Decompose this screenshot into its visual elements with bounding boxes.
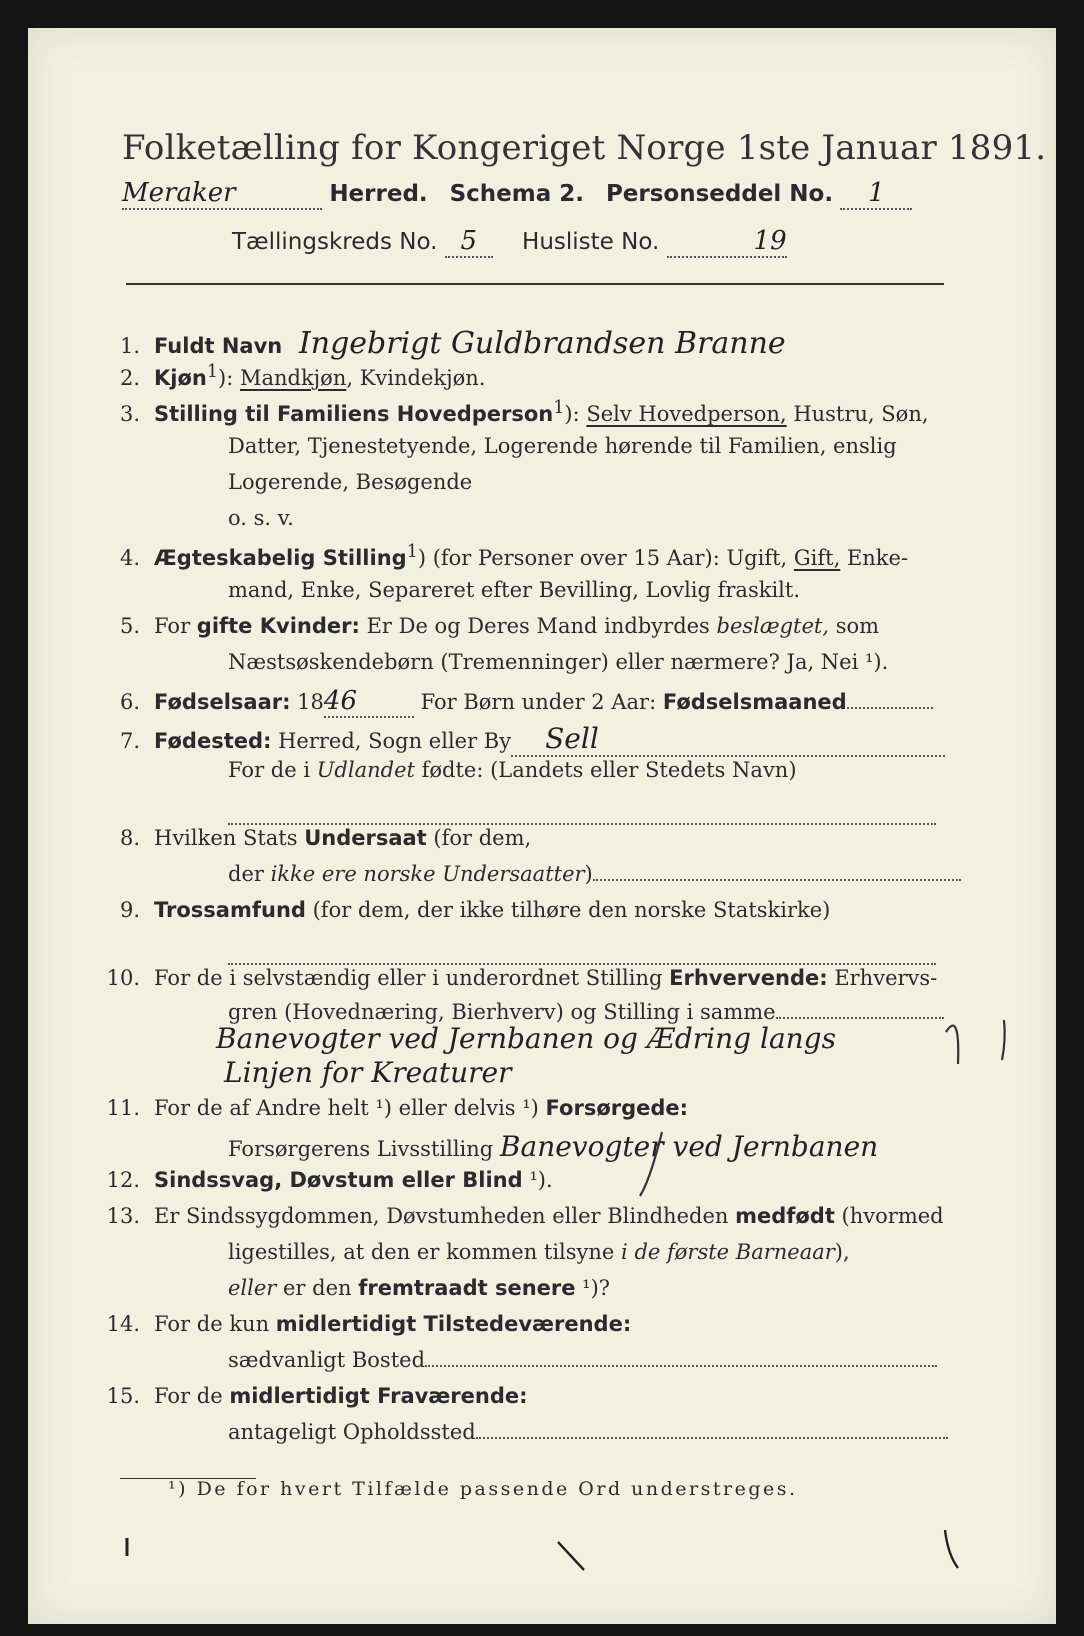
q3-line3: Logerende, Besøgende	[228, 470, 473, 494]
q13-line3-italic: eller	[228, 1276, 277, 1300]
kreds-label: Tællingskreds No.	[232, 229, 438, 255]
q15-line2-text: antageligt Opholdssted	[228, 1420, 476, 1444]
q11-line2-text: Forsørgerens Livsstilling	[228, 1137, 494, 1161]
q3-text-b: Hustru, Søn,	[786, 402, 929, 426]
q4-line2: mand, Enke, Separeret efter Bevilling, Lovlig fraskilt.	[228, 578, 801, 602]
q3-line4: o. s. v.	[228, 506, 294, 530]
q3-text: ):	[564, 402, 587, 426]
q2-label: Kjøn	[154, 366, 207, 390]
q13-number: 13.	[106, 1204, 140, 1228]
q3-line2: Datter, Tjenestetyende, Logerende hørende til Familien, enslig	[228, 434, 897, 458]
q8-label: Undersaat	[304, 826, 427, 850]
q14-text: For de kun	[154, 1312, 276, 1336]
q5-number: 5.	[119, 614, 140, 638]
q8-number: 8.	[119, 826, 140, 850]
q6-handwritten-year: 46	[324, 686, 414, 718]
personseddel-handwritten: 1	[840, 178, 912, 210]
personseddel-label: Personseddel No.	[605, 181, 834, 207]
herred-handwritten: Meraker	[122, 178, 322, 210]
q8-line2-italic: ikke ere norske Undersaatter	[270, 862, 585, 886]
q9-text: (for dem, der ikke tilhøre den norske Statskirke)	[305, 898, 831, 922]
q6-label: Fødselsaar:	[154, 690, 291, 714]
q10-text: For de i selvstændig eller i underordnet Stilling	[154, 966, 670, 990]
q14-line2-text: sædvanligt Bosted	[228, 1348, 426, 1372]
q12-number: 12.	[106, 1168, 140, 1192]
q15-label: midlertidigt Fraværende:	[229, 1384, 528, 1408]
herred-label: Herred.	[329, 181, 428, 207]
q7-line2-text: For de i	[228, 758, 317, 782]
q3-option-selv-hovedperson: Selv Hovedperson,	[586, 402, 787, 426]
q7-handwritten-place: Sell	[511, 722, 945, 757]
q9-number: 9.	[119, 898, 140, 922]
q5-text: For	[154, 614, 197, 638]
husliste-handwritten: 19	[667, 226, 787, 258]
q2-row: 2. Kjøn$^1$): Mandkjøn, Kvindekjøn.	[96, 362, 485, 390]
kreds-handwritten: 5	[445, 226, 493, 258]
q11-handwritten-occupation: Banevogter ved Jernbanen	[499, 1130, 879, 1163]
q4-text-b: Enke-	[840, 546, 909, 570]
q5-italic: beslægtet,	[716, 614, 830, 638]
q9-label: Trossamfund	[154, 898, 306, 922]
q10-line2-text: gren (Hovednæring, Bierhverv) og Stilling i samme	[228, 1000, 776, 1024]
q11-number: 11.	[106, 1096, 140, 1120]
q6-text-b: For Børn under 2 Aar:	[413, 690, 663, 714]
q8-line2-text-b: )	[584, 862, 593, 886]
q13-line2-text: ligestilles, at den er kommen tilsyne	[228, 1240, 622, 1264]
q12-text: ¹).	[522, 1168, 553, 1192]
q3-label: Stilling til Familiens Hovedperson	[154, 402, 554, 426]
q5-text-b: Er De og Deres Mand indbyrdes	[359, 614, 717, 638]
q10-label: Erhvervende:	[669, 966, 828, 990]
q4-row: 4. Ægteskabelig Stilling$^1$) (for Personer over 15 Aar): Ugift, Gift, Enke-	[96, 542, 908, 570]
q8-line2-text: der	[228, 862, 271, 886]
q8-text: Hvilken Stats	[154, 826, 305, 850]
q7-line2-text-b: fødte: (Landets eller Stedets Navn)	[414, 758, 797, 782]
q4-label: Ægteskabelig Stilling	[154, 546, 407, 570]
q6-number: 6.	[119, 690, 140, 714]
q4-option-gift: Gift,	[793, 546, 841, 570]
footnote: ¹) De for hvert Tilfælde passende Ord understreges.	[168, 1478, 798, 1500]
q12-label: Sindssvag, Døvstum eller Blind	[154, 1168, 523, 1192]
q10-handwritten-line1: Banevogter ved Jernbanen og Ædring langs	[216, 1022, 836, 1055]
q10-text-b: Erhvervs-	[827, 966, 938, 990]
q7-line2-italic: Udlandet	[316, 758, 415, 782]
q1-label: Fuldt Navn	[154, 334, 283, 358]
q11-label: Forsørgede:	[545, 1096, 689, 1120]
q7-label: Fødested:	[154, 729, 272, 753]
q13-line3-text: er den	[276, 1276, 359, 1300]
q10-number: 10.	[106, 966, 140, 990]
q4-text: ) (for Personer over 15 Aar): Ugift,	[417, 546, 794, 570]
form-title: Folketælling for Kongeriget Norge 1ste Januar 1891.	[122, 128, 1047, 168]
q13-line2-text-b: ),	[834, 1240, 850, 1264]
q7-text: Herred, Sogn eller By	[271, 729, 512, 753]
q14-number: 14.	[106, 1312, 140, 1336]
q6-label2: Fødselsmaaned	[662, 690, 847, 714]
schema-label: Schema 2.	[449, 181, 584, 207]
q2-text: ):	[218, 366, 240, 390]
q13-line2-italic: i de første Barneaar	[621, 1240, 835, 1264]
q7-number: 7.	[119, 729, 140, 753]
q2-option-mandkjon: Mandkjøn	[239, 366, 347, 390]
q5-label: gifte Kvinder:	[196, 614, 360, 638]
q5-text-c: som	[829, 614, 880, 638]
q5-line2: Næstsøskendebørn (Tremenninger) eller nærmere? Ja, Nei ¹).	[228, 650, 889, 674]
q3-number: 3.	[119, 402, 140, 426]
q15-number: 15.	[106, 1384, 140, 1408]
q11-text: For de af Andre helt ¹) eller delvis ¹)	[154, 1096, 546, 1120]
q8-text-b: (for dem,	[426, 826, 532, 850]
q14-label: midlertidigt Tilstedeværende:	[275, 1312, 632, 1336]
q10-handwritten-line2: Linjen for Kreaturer	[224, 1056, 512, 1089]
q1-number: 1.	[119, 334, 140, 358]
q4-number: 4.	[119, 546, 140, 570]
q13-line3-text-b: ¹)?	[575, 1276, 611, 1300]
q3-row: 3. Stilling til Familiens Hovedperson$^1$): Selv Hovedperson, Hustru, Søn,	[96, 398, 929, 426]
husliste-label: Husliste No.	[522, 229, 660, 255]
q1-handwritten-name: Ingebrigt Guldbrandsen Branne	[298, 326, 786, 361]
q2-option-kvindekjon: , Kvindekjøn.	[346, 366, 486, 390]
q13-label: medfødt	[735, 1204, 835, 1228]
q15-text: For de	[154, 1384, 230, 1408]
q13-text-b: (hvormed	[834, 1204, 944, 1228]
q13-line3-label: fremtraadt senere	[358, 1276, 576, 1300]
q6-text: 18	[290, 690, 324, 714]
q2-number: 2.	[119, 366, 140, 390]
q13-text: Er Sindssygdommen, Døvstumheden eller Blindheden	[154, 1204, 736, 1228]
